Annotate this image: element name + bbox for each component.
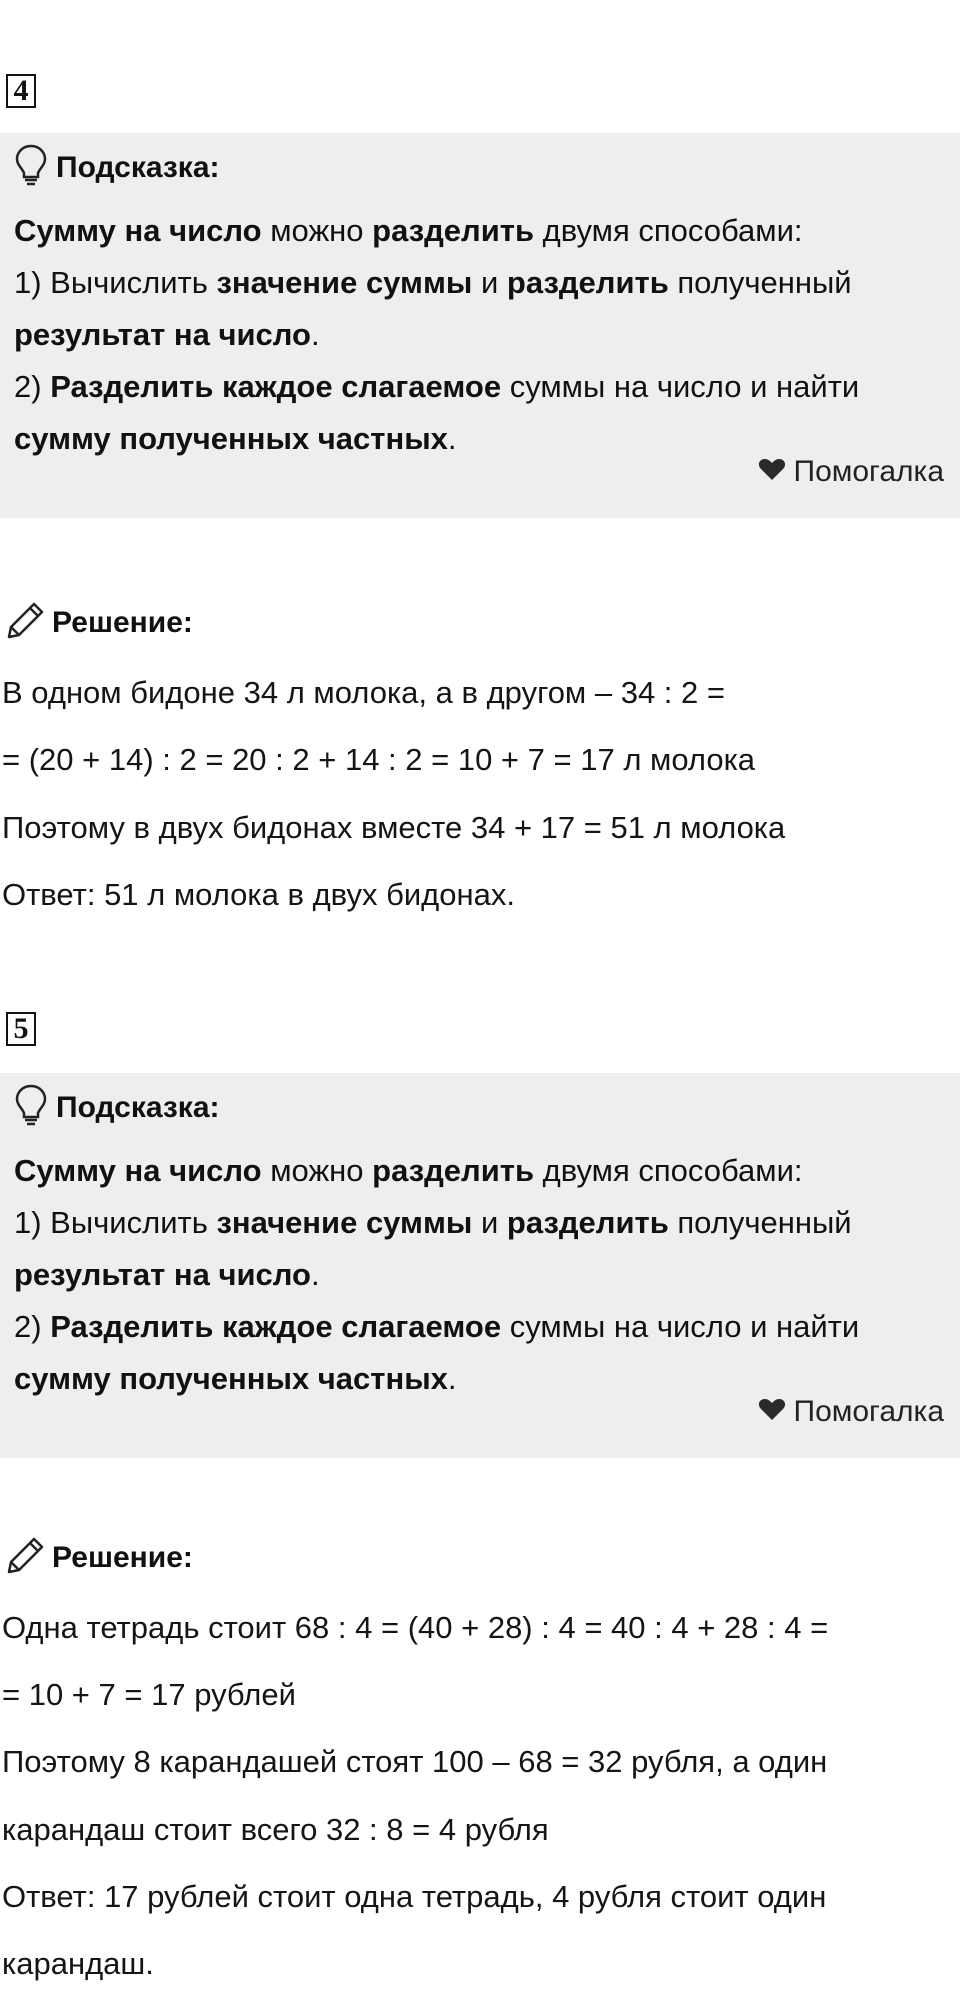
heart-icon xyxy=(758,455,786,489)
hint-bold: разделить xyxy=(372,1153,535,1188)
hint-text: двумя способами: xyxy=(534,1153,803,1188)
brand-signature xyxy=(758,1395,945,1429)
hint-line xyxy=(14,257,944,309)
task-number-4: 4 xyxy=(6,74,36,108)
hint-bold: Разделить каждое слагаемое xyxy=(50,1309,502,1344)
solution-line: карандаш. xyxy=(2,1946,154,1981)
hint-text: и xyxy=(472,1205,507,1240)
solution-line: Ответ: 51 л молока в двух бидонах. xyxy=(2,877,515,912)
hint-header xyxy=(14,143,220,192)
hint-text: 1) Вычислить xyxy=(14,265,217,300)
hint-bold: значение суммы xyxy=(216,265,473,300)
hint-header xyxy=(14,1083,220,1132)
brand-name: Помогалка xyxy=(793,1395,944,1428)
hint-text: 1) Вычислить xyxy=(14,1205,217,1240)
pencil-icon xyxy=(6,1535,46,1580)
hint-line xyxy=(14,205,944,257)
hint-text: . xyxy=(447,1361,457,1396)
hint-text: суммы на число и найти xyxy=(501,1309,860,1344)
hint-text: . xyxy=(310,317,320,352)
solution-line: = (20 + 14) : 2 = 20 : 2 + 14 : 2 = 10 + 7 = 17 л молока xyxy=(2,742,756,777)
hint-text: суммы на число и найти xyxy=(501,369,860,404)
hint-box-task-5 xyxy=(0,1073,960,1458)
hint-line xyxy=(14,1197,944,1249)
hint-text: . xyxy=(310,1257,320,1292)
hint-line xyxy=(14,1301,944,1353)
hint-line xyxy=(14,1249,944,1301)
hint-bold: результат на число xyxy=(14,1257,311,1292)
hint-bold: сумму полученных частных xyxy=(14,1361,448,1396)
hint-title: Подсказка: xyxy=(56,150,220,184)
hint-bold: разделить xyxy=(372,213,535,248)
hint-line xyxy=(14,361,944,413)
task-number-5: 5 xyxy=(6,1012,36,1046)
pencil-icon xyxy=(6,600,46,645)
hint-bold: Сумму на число xyxy=(14,213,262,248)
hint-bold: значение суммы xyxy=(216,1205,473,1240)
hint-text: полученный xyxy=(668,1205,852,1240)
heart-icon xyxy=(758,1395,786,1429)
hint-text: и xyxy=(472,265,507,300)
solution-line: В одном бидоне 34 л молока, а в другом – 34 : 2 = xyxy=(2,675,725,710)
solution-header-task-5 xyxy=(6,1535,193,1580)
solution-line: Одна тетрадь стоит 68 : 4 = (40 + 28) : 4 = 40 : 4 + 28 : 4 = xyxy=(2,1610,829,1645)
lightbulb-icon xyxy=(14,1083,48,1132)
hint-bold: Разделить каждое слагаемое xyxy=(50,369,502,404)
brand-signature xyxy=(758,455,945,489)
hint-text: . xyxy=(447,421,457,456)
hint-line xyxy=(14,1145,944,1197)
hint-text: можно xyxy=(261,1153,373,1188)
hint-title: Подсказка: xyxy=(56,1090,220,1124)
solution-line: Поэтому в двух бидонах вместе 34 + 17 = 51 л молока xyxy=(2,810,786,845)
solution-title: Решение: xyxy=(52,605,193,639)
hint-bold: результат на число xyxy=(14,317,311,352)
hint-line xyxy=(14,309,944,361)
hint-body xyxy=(14,205,944,465)
solution-line: Ответ: 17 рублей стоит одна тетрадь, 4 рубля стоит один xyxy=(2,1879,827,1914)
hint-text: двумя способами: xyxy=(534,213,803,248)
hint-bold: разделить xyxy=(506,265,669,300)
lightbulb-icon xyxy=(14,143,48,192)
solution-line: карандаш стоит всего 32 : 8 = 4 рубля xyxy=(2,1812,549,1847)
solution-line: = 10 + 7 = 17 рублей xyxy=(2,1677,296,1712)
solution-header-task-4 xyxy=(6,600,193,645)
solution-title: Решение: xyxy=(52,1540,193,1574)
hint-text: можно xyxy=(261,213,373,248)
hint-box-task-4 xyxy=(0,133,960,518)
hint-bold: Сумму на число xyxy=(14,1153,262,1188)
hint-bold: разделить xyxy=(506,1205,669,1240)
solution-line: Поэтому 8 карандашей стоят 100 – 68 = 32 рубля, а один xyxy=(2,1744,828,1779)
hint-body xyxy=(14,1145,944,1405)
hint-text: 2) xyxy=(14,369,51,404)
brand-name: Помогалка xyxy=(793,455,944,488)
hint-text: полученный xyxy=(668,265,852,300)
hint-text: 2) xyxy=(14,1309,51,1344)
hint-bold: сумму полученных частных xyxy=(14,421,448,456)
